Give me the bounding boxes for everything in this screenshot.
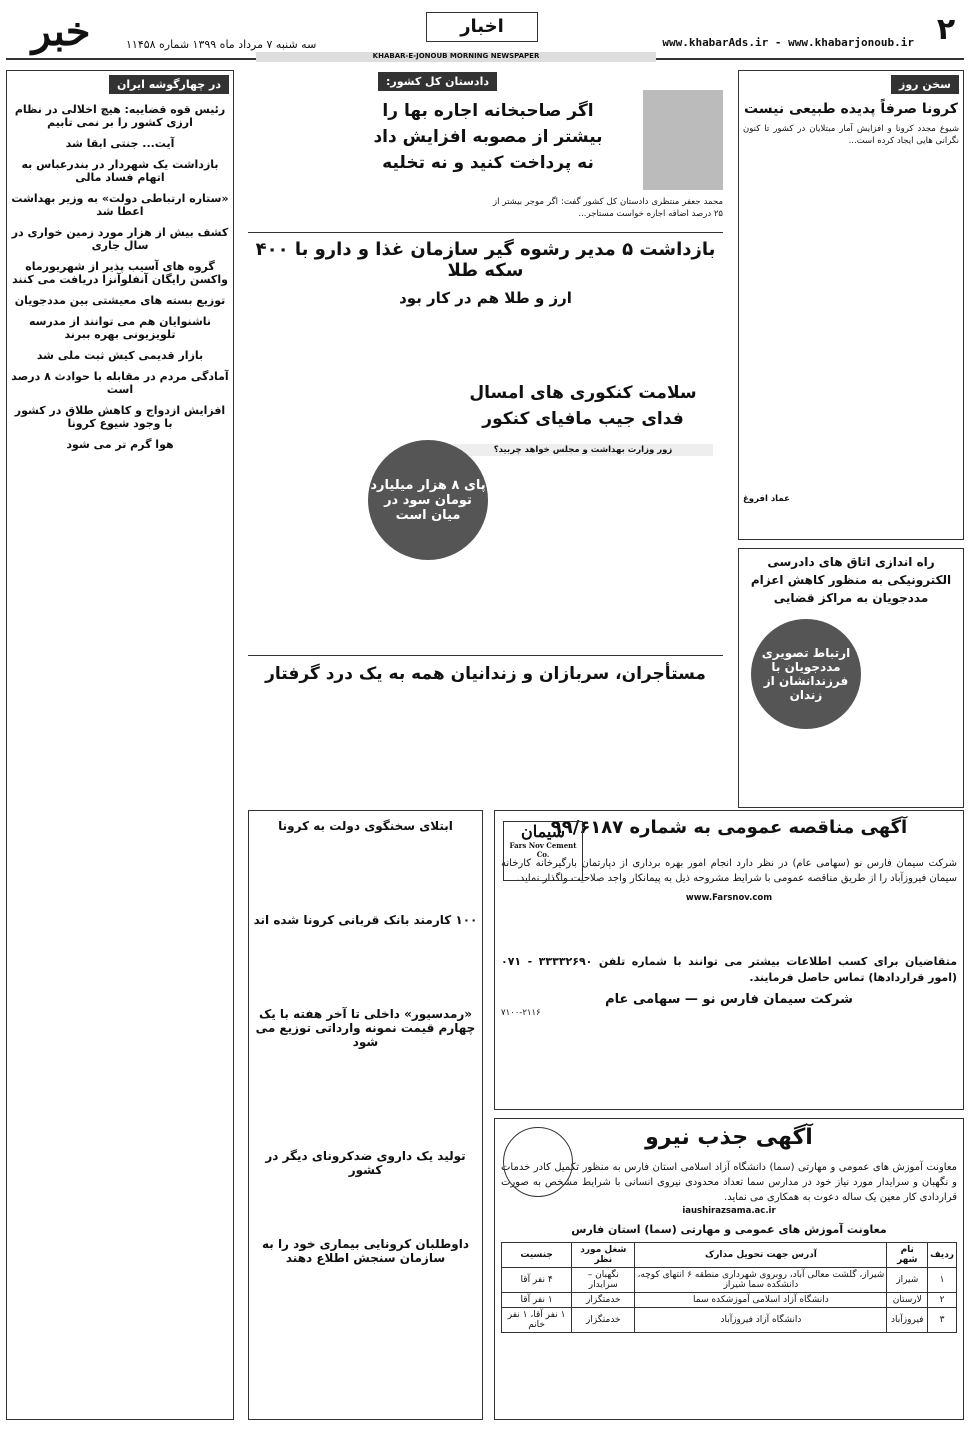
- left-item: ناشنوایان هم می توانند از مدرسه تلویزیونی بهره ببرند: [28, 315, 212, 341]
- tender-website[interactable]: www.Farsnov.com: [685, 893, 773, 903]
- konkur-title: سلامت کنکوری های امسال فدای جیب مافیای کنکور: [469, 383, 697, 429]
- editorial-box: [738, 70, 964, 540]
- prison-callout: ارتباط تصویری مددجویان با فرزندانشان از زندان: [751, 619, 861, 729]
- court-body: محمد جعفر منتظری دادستان کل کشور گفت: اگر موجر بیشتر از ۲۵ درصد اضافه اجاره خواست مستاجر...: [493, 197, 723, 219]
- recruit-ad: [494, 1118, 964, 1420]
- table-header-row: ردیف نام شهر آدرس جهت تحویل مدارک شغل مورد نظر جنسیت: [502, 1243, 957, 1268]
- table-row: ۳ فیروزآباد دانشگاه آزاد فیروزآباد خدمتگزار ۱ نفر آقا، ۱ نفر خانم: [502, 1308, 957, 1333]
- recruit-signature: معاونت آموزش های عمومی و مهارتی (سما) استان فارس: [571, 1223, 887, 1236]
- website-links[interactable]: www.khabarAds.ir - www.khabarjonoub.ir: [662, 36, 914, 49]
- masthead: [6, 8, 964, 60]
- prison-box: [738, 548, 964, 808]
- main-subtitle: ارز و طلا هم در کار بود: [399, 289, 572, 307]
- tender-ad: [494, 810, 964, 1110]
- editorial-title: کرونا صرفاً پدیده طبیعی نیست: [744, 101, 958, 117]
- middle-column: [248, 810, 483, 1420]
- left-column: [6, 70, 234, 1420]
- left-item: بازداشت یک شهردار در بندرعباس به اتهام فساد مالی: [21, 158, 219, 184]
- konkur-subtitle: زور وزارت بهداشت و مجلس خواهد چربید؟: [453, 444, 713, 456]
- table-row: ۱ شیراز شیراز، گلشت معالی آباد، روبروی شهرداری منطقه ۶ انتهای کوچه، دانشکده سما شیراز نگهبان – سرایدار ۴ نفر آقا: [502, 1268, 957, 1293]
- recruit-table: [501, 1242, 957, 1333]
- page-number: ۲: [936, 12, 956, 47]
- left-item: افزایش ازدواج و کاهش طلاق در کشور با وجود شیوع کرونا: [14, 404, 226, 430]
- left-item: رئیس قوه قضاییه: هیچ اخلالی در نظام ارزی کشور را بر نمی تابیم: [14, 103, 226, 129]
- left-column-items: [11, 103, 229, 451]
- recruit-website[interactable]: iaushirazsama.ac.ir: [682, 1206, 776, 1216]
- table-row: ۲ لارستان دانشگاه آزاد اسلامی آموزشکده سما خدمتگزار ۱ نفر آقا: [502, 1293, 957, 1308]
- left-item: هوا گرم تر می شود: [66, 438, 174, 451]
- official-photo: [643, 90, 723, 190]
- court-kicker: دادستان کل کشور:: [378, 72, 497, 91]
- left-column-tag: در چهارگوشه ایران: [109, 75, 229, 94]
- left-item: کشف بیش از هزار مورد زمین خواری در سال جاری: [11, 226, 229, 252]
- tender-signature: شرکت سیمان فارس نو — سهامی عام: [605, 992, 853, 1007]
- tender-phone: متقاضیان برای کسب اطلاعات بیشتر می توانند با شماره تلفن ۳۳۳۳۲۶۹۰ - ۰۷۱ (امور قراردادها) تماس حاصل فرمایند.: [501, 955, 957, 984]
- middle-item: داوطلبان کرونایی بیماری خود را به سازمان سنجش اطلاع دهند: [261, 1237, 470, 1265]
- editorial-author: عماد افروغ: [743, 494, 790, 504]
- tender-code: ۷۱۰۰-۲۱۱۶: [501, 1008, 541, 1018]
- left-item: توزیع بسته های معیشتی بین مددجویان: [14, 294, 226, 307]
- section-title: اخبار: [426, 12, 538, 42]
- middle-item: ۱۰۰ کارمند بانک قربانی کرونا شده اند: [253, 913, 478, 927]
- tender-body: شرکت سیمان فارس نو (سهامی عام) در نظر دارد انجام امور بهره برداری از دپارتمان بارگیرخانه کارخانه سیمان فیروزآباد را از طریق مناقصه عمومی با شرایط مشروحه ذیل به پیمانکار واجد صلاحیت واگذار نماید.: [501, 858, 957, 884]
- left-item: آمادگی مردم در مقابله با حوادث ۸ درصد است: [11, 370, 229, 396]
- konkur-callout: پای ۸ هزار میلیارد تومان سود در میان است: [368, 440, 488, 560]
- issue-date: سه شنبه ۷ مرداد ماه ۱۳۹۹ شماره ۱۱۴۵۸: [126, 38, 317, 51]
- editorial-body: شیوع مجدد کرونا و افزایش آمار مبتلایان در کشور تا کنون نگرانی هایی ایجاد کرده است...: [743, 124, 959, 146]
- prison-title: راه اندازی اتاق های دادرسی الکترونیکی به منظور کاهش اعزام مددجویان به مراکز قضایی: [750, 555, 952, 605]
- tender-company-logo: سیمان Fars Nov Cement Co.: [503, 821, 583, 881]
- left-item: «ستاره ارتباطی دولت» به وزیر بهداشت اعطا شد: [11, 192, 229, 218]
- left-item: بازار قدیمی کیش ثبت ملی شد: [36, 349, 204, 362]
- tenants-headline: مستأجران، سربازان و زندانیان همه به یک درد گرفتار: [265, 664, 706, 684]
- masthead-banner: KHABAR-E-JONOUB MORNING NEWSPAPER: [256, 52, 656, 62]
- main-headline: بازداشت ۵ مدیر رشوه گیر سازمان غذا و دارو با ۴۰۰ سکه طلا: [255, 239, 716, 281]
- left-item: آیت... جنتی ابقا شد: [65, 137, 175, 150]
- middle-item: «رمدسیور» داخلی تا آخر هفته با یک چهارم قیمت نمونه وارداتی توزیع می شود: [255, 1007, 476, 1049]
- konkur-story: [248, 380, 723, 640]
- court-title: اگر صاحبخانه اجاره بها را بیشتر از مصوبه افزایش داد نه پرداخت کنید و نه تخلیه: [373, 101, 603, 173]
- court-story: [248, 70, 723, 230]
- middle-item: تولید یک داروی ضدکرونای دیگر در کشور: [265, 1149, 466, 1177]
- left-item: گروه های آسیب پذیر از شهریورماه واکسن رایگان آنفلوآنزا دریافت می کنند: [12, 260, 228, 286]
- tender-title: آگهی مناقصه عمومی به شماره ۹۹/۶۱۸۷: [550, 817, 908, 838]
- university-logo: [503, 1127, 573, 1197]
- recruit-title: آگهی جذب نیرو: [645, 1125, 813, 1150]
- main-headline-block: [248, 232, 723, 307]
- middle-item: ابتلای سخنگوی دولت به کرونا: [278, 819, 453, 833]
- newspaper-logo: خبر: [31, 8, 91, 55]
- recruit-body: معاونت آموزش های عمومی و مهارتی (سما) دانشگاه آزاد اسلامی استان فارس به منظور تکمیل کادر خدمات و نگهبان و سرایدار مورد نیاز خود در مدارس سما تعداد محدودی نیروی انسانی با شرایط مشخص به صورت قراردادی کار معین یک ساله دعوت به همکاری می نماید.: [501, 1162, 957, 1203]
- editorial-tag: سخن روز: [891, 75, 959, 94]
- tenants-block: [248, 655, 723, 695]
